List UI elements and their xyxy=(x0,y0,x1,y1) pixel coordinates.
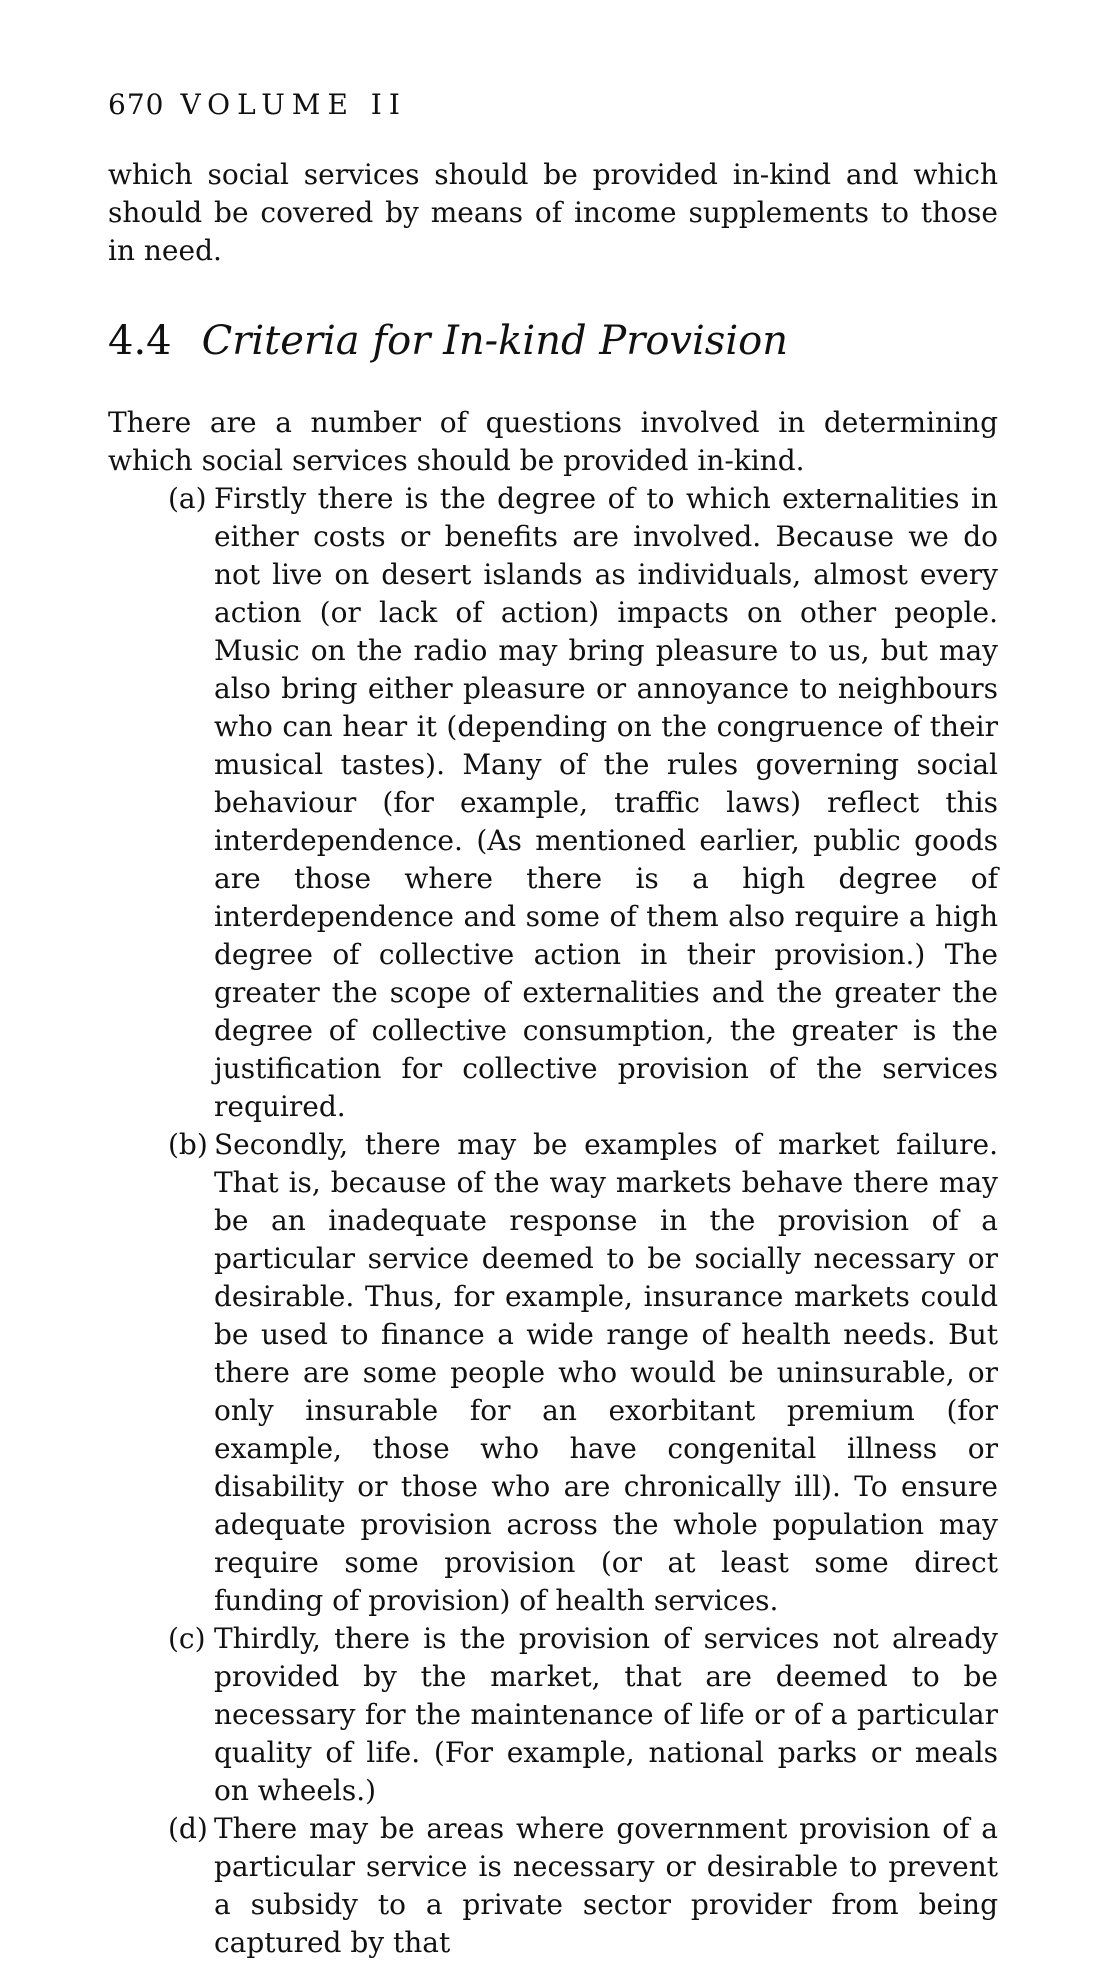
book-page xyxy=(108,88,998,1962)
section-heading xyxy=(108,318,998,364)
volume-label: VOLUME II xyxy=(180,88,407,121)
list-item-text: There may be areas where government provision of a particular service is necessary or desirable to prevent a subsidy to a private sector provider from being captured by that xyxy=(214,1812,998,1959)
running-head xyxy=(108,88,998,122)
list-item-d xyxy=(108,1810,998,1962)
page-number: 670 xyxy=(108,88,165,121)
section-title: Criteria for In-kind Provision xyxy=(201,318,788,364)
list-marker: (c) xyxy=(168,1622,206,1655)
list-item-a xyxy=(108,480,998,1126)
list-item-b xyxy=(108,1126,998,1620)
criteria-list xyxy=(108,480,998,1962)
list-marker: (a) xyxy=(168,482,207,515)
intro-paragraph: which social services should be provided in-kind and which should be covered by means of income supplements to those in need. xyxy=(108,158,998,267)
list-item-text: Firstly there is the degree of to which externalities in either costs or benefits are involved. Because we do not live on desert islands as individuals, almost every action (or lack of action) impacts on other people. Music on the radio may bring pleasure to us, but may also bring either pleasure or annoyance to neighbours who can hear it (depending on the congruence of their musical tastes). Many of the rules governing social behaviour (for example, traffic laws) reflect this interdependence. (As mentioned earlier, public goods are those where there is a high degree of interdependence and some of them also require a high degree of collective action in their provision.) The greater the scope of externalities and the greater the degree of collective consumption, the greater is the justification for collective provision of the services required. xyxy=(214,482,998,1123)
section-intro-paragraph: There are a number of questions involved in determining which social services should be provided in-kind. xyxy=(108,406,998,477)
list-item-c xyxy=(108,1620,998,1810)
list-item-text: Secondly, there may be examples of market failure. That is, because of the way markets behave there may be an inadequate response in the provision of a particular service deemed to be socially necessary or desirable. Thus, for example, insurance markets could be used to finance a wide range of health needs. But there are some people who would be uninsurable, or only insurable for an exorbitant premium (for example, those who have congenital illness or disability or those who are chronically ill). To ensure adequate provision across the whole population may require some provision (or at least some direct funding of provision) of health services. xyxy=(214,1128,998,1617)
list-marker: (b) xyxy=(168,1128,208,1161)
list-marker: (d) xyxy=(168,1812,208,1845)
list-item-text: Thirdly, there is the provision of services not already provided by the market, that are deemed to be necessary for the maintenance of life or of a particular quality of life. (For example, national parks or meals on wheels.) xyxy=(214,1622,998,1807)
section-number: 4.4 xyxy=(108,318,172,364)
